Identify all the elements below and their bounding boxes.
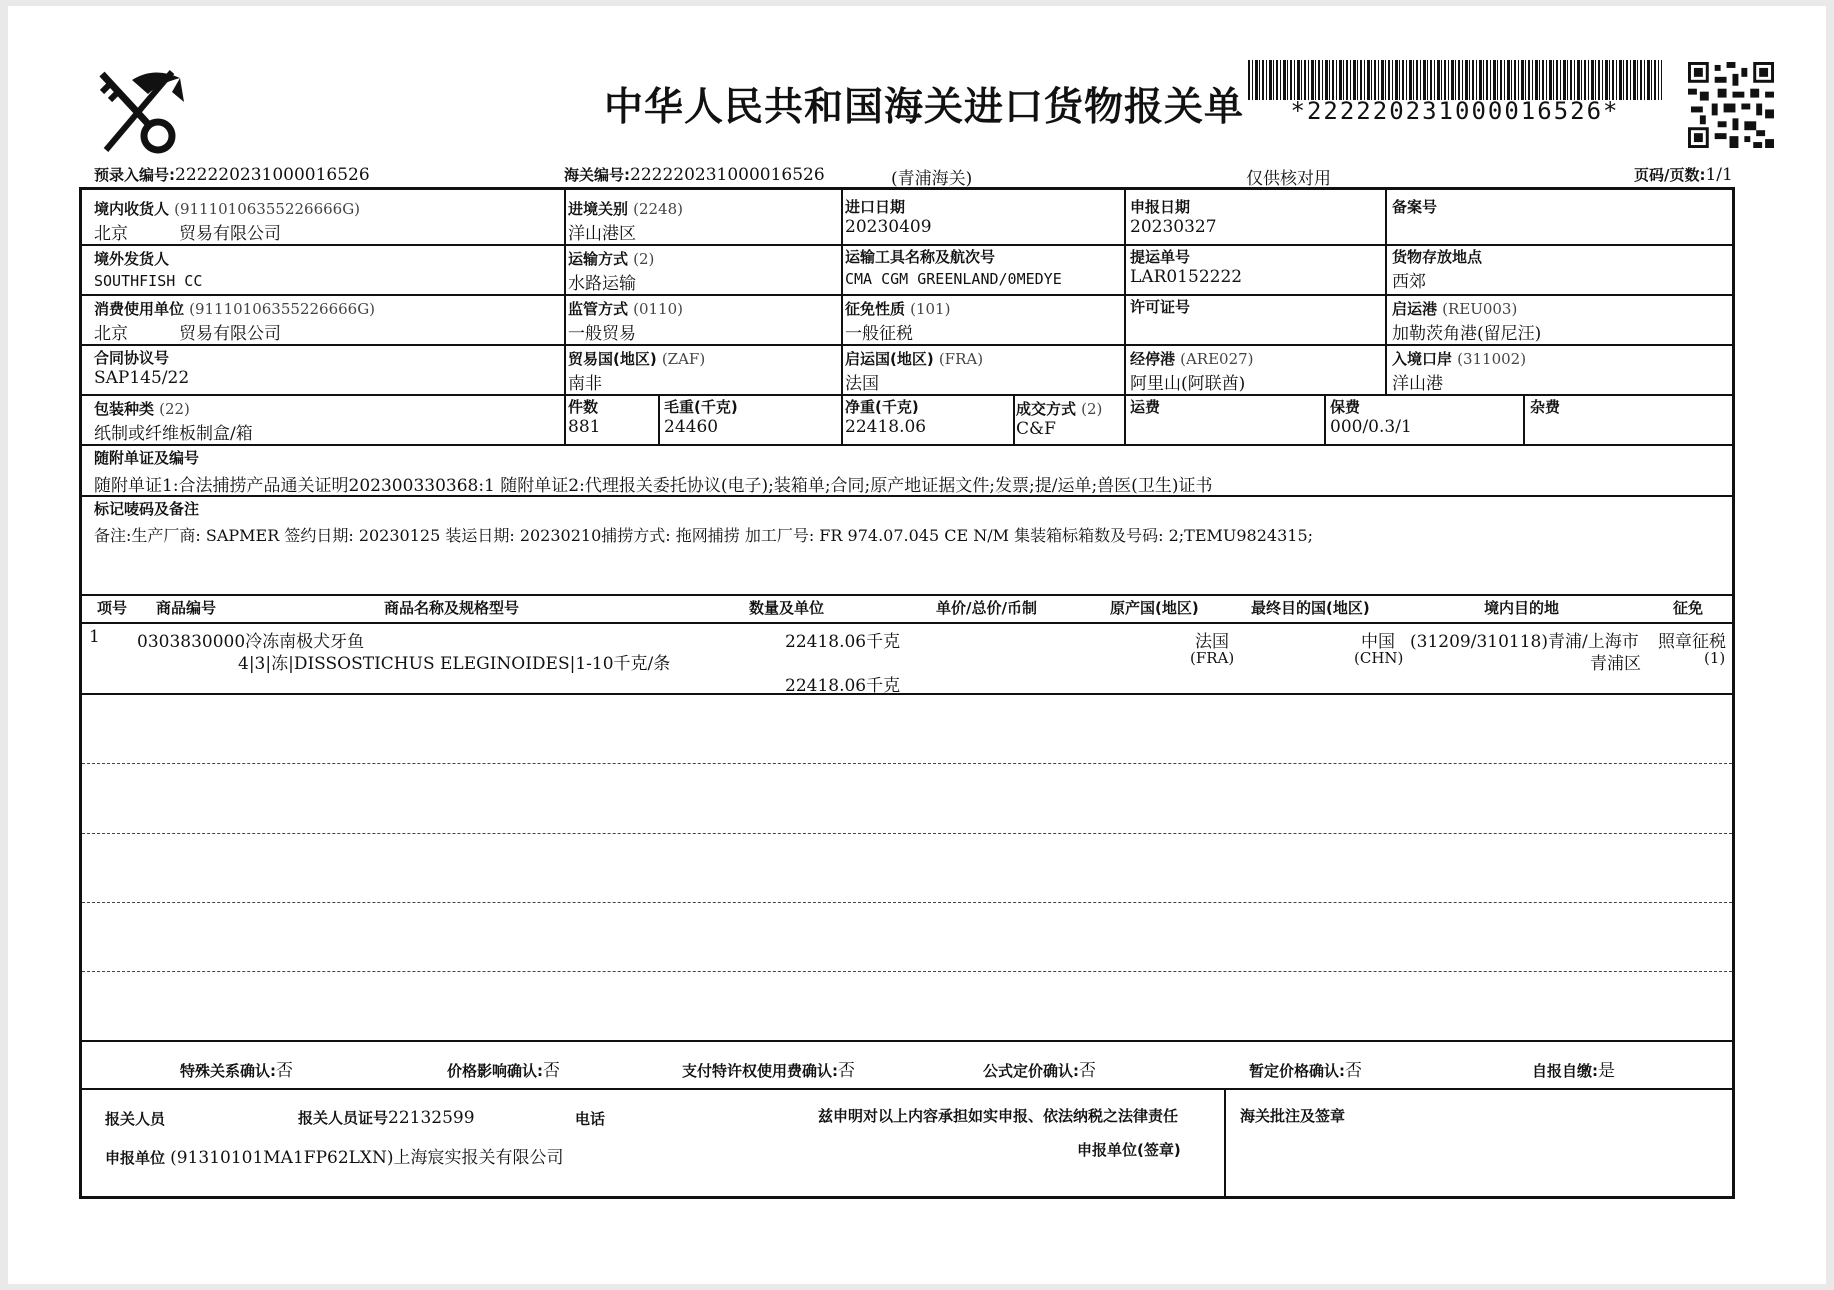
item-final-country-code: (CHN)	[1354, 649, 1404, 667]
customs-emblem-icon	[92, 62, 188, 158]
customs-office: (青浦海关)	[891, 169, 973, 189]
formula-price-confirm: 公式定价确认:否	[983, 1061, 1096, 1081]
contract-cell: 合同协议号 SAP145/22	[94, 349, 190, 388]
license-cell: 许可证号	[1130, 298, 1191, 316]
item-domestic-district: 青浦区	[1590, 654, 1641, 674]
item-code-name: 0303830000冷冻南极犬牙鱼	[137, 632, 365, 652]
page-indicator: 页码/页数:1/1	[1634, 165, 1733, 185]
item-quantity: 22418.06千克	[785, 632, 901, 652]
self-declare-confirm: 自报自缴:是	[1532, 1061, 1615, 1081]
item-levy-code: (1)	[1704, 649, 1726, 667]
consignee-value: 北京 贸易有限公司	[94, 224, 281, 244]
transit-port-cell: 经停港 (ARE027) 阿里山(阿联酋)	[1130, 350, 1254, 394]
departure-port-cell: 启运港 (REU003) 加勒茨角港(留尼汪)	[1392, 300, 1542, 344]
bill-of-lading-cell: 提运单号 LAR0152222	[1130, 248, 1243, 287]
col-domestic-destination: 境内目的地	[1484, 599, 1560, 617]
item-final-country: 中国	[1361, 632, 1395, 652]
col-quantity: 数量及单位	[749, 599, 825, 617]
transport-mode-cell: 运输方式 (2) 水路运输	[568, 250, 655, 294]
levy-nature-cell: 征免性质 (101) 一般征税	[845, 300, 951, 344]
price-impact-confirm: 价格影响确认:否	[447, 1061, 560, 1081]
col-item-name: 商品名称及规格型号	[384, 599, 520, 617]
royalty-confirm: 支付特许权使用费确认:否	[682, 1061, 855, 1081]
entry-port-of-entry-cell: 入境口岸 (311002) 洋山港	[1392, 350, 1527, 394]
col-price: 单价/总价/币制	[936, 599, 1037, 617]
customs-number: 海关编号:222220231000016526	[564, 165, 825, 185]
qr-code-icon	[1688, 62, 1774, 148]
item-domestic-destination: (31209/310118)青浦/上海市	[1410, 632, 1639, 652]
barcode	[1248, 60, 1662, 100]
import-date-cell: 进口日期 20230409	[845, 198, 932, 237]
declarant-label: 报关人员	[105, 1110, 166, 1128]
col-item-code: 商品编号	[156, 599, 217, 617]
pieces-cell: 件数 881	[568, 398, 601, 437]
item-spec: 4|3|冻|DISSOSTICHUS ELEGINOIDES|1-10千克/条	[238, 654, 671, 674]
declaring-unit-seal: 申报单位(签章)	[1077, 1141, 1181, 1159]
marks-remarks-value: 备注:生产厂商: SAPMER 签约日期: 20230125 装运日期: 20230210捕捞方式: 拖网捕捞 加工厂号: FR 974.07.045 CE N/M 集装箱标箱数及号码: 2;TEMU9824315;	[94, 526, 1314, 545]
item-quantity-legal: 22418.06千克	[785, 676, 901, 696]
document-title: 中华人民共和国海关进口货物报关单	[604, 85, 1245, 130]
marks-remarks-section: 标记唛码及备注 备注:生产厂商: SAPMER 签约日期: 20230125 装运日期: 20230210捕捞方式: 拖网捕捞 加工厂号: FR 974.07.045 CE N/M 集装箱标箱数及号码: 2;TEMU9824315;	[94, 500, 1314, 545]
misc-fee-cell: 杂费	[1530, 398, 1561, 416]
record-number-cell: 备案号	[1392, 198, 1438, 216]
provisional-price-confirm: 暂定价格确认:否	[1249, 1061, 1362, 1081]
col-item-no: 项号	[97, 599, 128, 617]
check-only-note: 仅供核对用	[1246, 169, 1331, 189]
consignee-cell: 境内收货人 (91110106355226666G) 北京 贸易有限公司	[94, 200, 361, 244]
item-levy: 照章征税	[1658, 632, 1726, 652]
attached-docs-value: 随附单证1:合法捕捞产品通关证明202300330368:1 随附单证2:代理报关委托协议(电子);装箱单;合同;原产地证据文件;发票;提/运单;兽医(卫生)证书	[94, 476, 1213, 496]
col-levy: 征免	[1673, 599, 1704, 617]
declaring-unit: 申报单位 (91310101MA1FP62LXN)上海宸实报关有限公司	[105, 1148, 564, 1168]
col-origin: 原产国(地区)	[1110, 599, 1199, 617]
col-final-destination: 最终目的国(地区)	[1251, 599, 1370, 617]
supervision-mode-cell: 监管方式 (0110) 一般贸易	[568, 300, 683, 344]
barcode-text: *222220231000016526*	[1290, 97, 1620, 125]
net-weight-cell: 净重(千克) 22418.06	[845, 398, 927, 437]
vessel-cell: 运输工具名称及航次号 CMA CGM GREENLAND/0MEDYE	[845, 248, 1062, 288]
declare-date-cell: 申报日期 20230327	[1130, 198, 1217, 237]
gross-weight-cell: 毛重(千克) 24460	[664, 398, 738, 437]
entry-port-cell: 进境关别 (2248) 洋山港区	[568, 200, 683, 244]
phone-label: 电话	[575, 1110, 606, 1128]
prerecord-number: 预录入编号:222220231000016526	[94, 165, 370, 185]
insurance-cell: 保费 000/0.3/1	[1330, 398, 1412, 437]
special-relation-confirm: 特殊关系确认:否	[180, 1061, 293, 1081]
customs-seal-label: 海关批注及签章	[1240, 1107, 1346, 1125]
consumer-unit-cell: 消费使用单位 (91110106355226666G) 北京 贸易有限公司	[94, 300, 376, 344]
packing-type-cell: 包装种类 (22) 纸制或纤维板制盒/箱	[94, 400, 253, 444]
item-origin: 法国	[1195, 632, 1229, 652]
item-origin-code: (FRA)	[1190, 649, 1235, 667]
declarant-cert: 报关人员证号22132599	[298, 1108, 475, 1128]
attached-docs-section: 随附单证及编号 随附单证1:合法捕捞产品通关证明202300330368:1 随附单证2:代理报关委托协议(电子);装箱单;合同;原产地证据文件;发票;提/运单;兽医(卫生)证书	[94, 449, 1213, 496]
declaration-statement: 兹申明对以上内容承担如实申报、依法纳税之法律责任	[818, 1107, 1179, 1125]
storage-location-cell: 货物存放地点 西郊	[1392, 248, 1483, 292]
freight-cell: 运费	[1130, 398, 1161, 416]
trade-country-cell: 贸易国(地区) (ZAF) 南非	[568, 350, 706, 394]
deal-mode-cell: 成交方式 (2) C&F	[1016, 400, 1103, 439]
departure-country-cell: 启运国(地区) (FRA) 法国	[845, 350, 984, 394]
shipper-cell: 境外发货人 SOUTHFISH CC	[94, 250, 203, 290]
